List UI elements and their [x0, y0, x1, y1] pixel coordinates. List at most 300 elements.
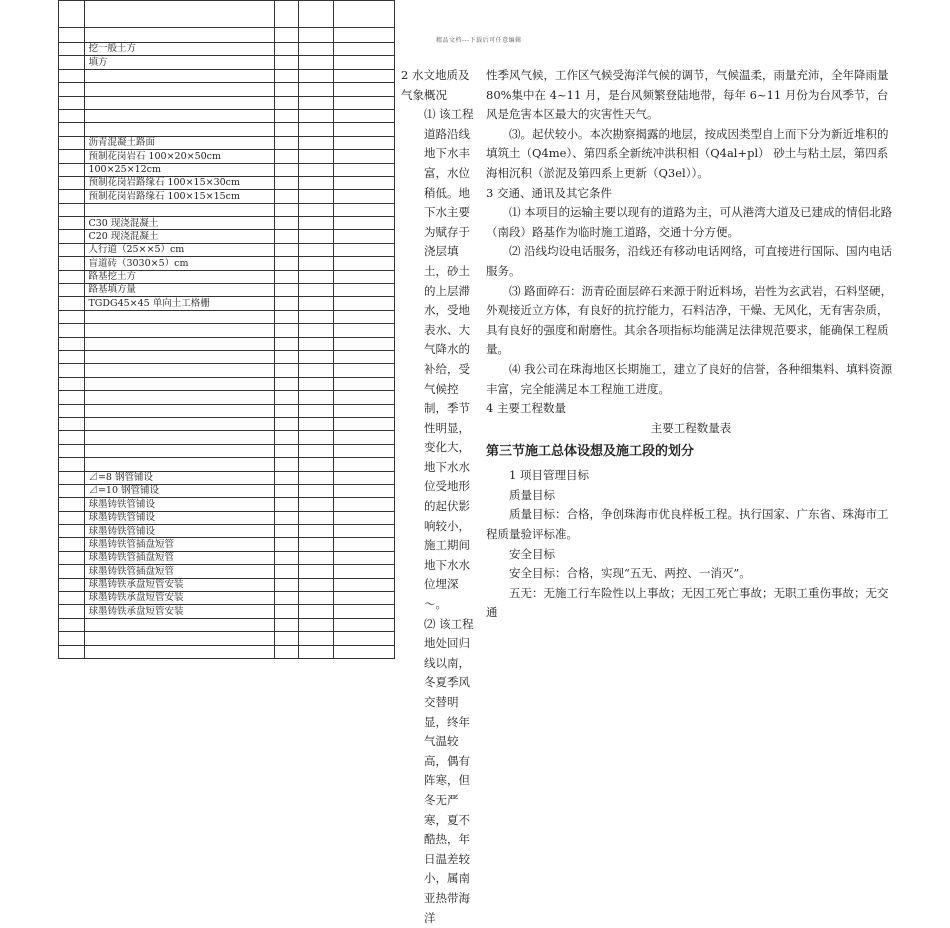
- table-row: [59, 404, 395, 417]
- table-row: [59, 525, 395, 538]
- table-cell: [299, 538, 334, 551]
- table-cell: [274, 417, 298, 430]
- quantity-heading: 4 主要工程数量: [486, 401, 566, 416]
- table-row: [59, 511, 395, 524]
- table-row: [59, 297, 395, 310]
- table-cell: [59, 565, 85, 578]
- table-cell: [274, 592, 298, 605]
- hydro-paragraph-1: ⑴ 该工程道路沿线地下水丰富，水位稍低。地下水主要为赋存于浇层填土，砂土的上层滞水，受地表水、大气降水的补给，受气候控制，季节性明显，变化大，地下水水位受地形的起伏影响较小，施工期间地下水水位埋深 ～。: [424, 107, 474, 612]
- table-cell: [334, 350, 395, 363]
- item-name-cell: [85, 444, 274, 457]
- table-cell: [299, 1, 334, 28]
- table-cell: [274, 431, 298, 444]
- table-cell: [59, 243, 85, 256]
- table-cell: [274, 270, 298, 283]
- table-cell: [299, 391, 334, 404]
- table-cell: [334, 391, 395, 404]
- table-cell: [299, 96, 334, 109]
- table-cell: [59, 350, 85, 363]
- table-row: [59, 109, 395, 122]
- management-goal-heading: 1 项目管理目标: [509, 468, 589, 483]
- table-row: [59, 618, 395, 631]
- table-cell: [274, 109, 298, 122]
- table-cell: [59, 163, 85, 176]
- table-cell: [334, 310, 395, 323]
- table-cell: [299, 417, 334, 430]
- table-row: [59, 551, 395, 564]
- table-cell: [274, 377, 298, 390]
- item-name-cell: 路基填方量: [85, 284, 274, 297]
- table-cell: [334, 257, 395, 270]
- table-cell: [334, 190, 395, 203]
- table-cell: [274, 484, 298, 497]
- table-cell: [274, 1, 298, 28]
- table-cell: [274, 458, 298, 471]
- table-cell: [299, 136, 334, 149]
- table-cell: [299, 270, 334, 283]
- table-cell: [59, 190, 85, 203]
- table-cell: [59, 525, 85, 538]
- table-cell: [274, 632, 298, 645]
- table-cell: [334, 284, 395, 297]
- table-cell: [334, 109, 395, 122]
- table-cell: [274, 605, 298, 618]
- table-cell: [59, 217, 85, 230]
- hydro-paragraph-2: ⑵ 该工程地处回归线以南，冬夏季风交替明显，终年气温较高，偶有阵寒，但冬无严寒，夏不酷热，年日温差较小，属南亚热带海洋: [424, 616, 474, 925]
- table-row: [59, 578, 395, 591]
- table-cell: [59, 364, 85, 377]
- traffic-item-1: ⑴ 本项目的运输主要以现有的道路为主，可从港湾大道及已建成的情侣北路（南段）路基作为临时施工道路，交通十分方便。: [486, 205, 893, 239]
- table-cell: [299, 43, 334, 56]
- table-cell: [59, 123, 85, 136]
- table-cell: [334, 96, 395, 109]
- table-cell: [274, 203, 298, 216]
- table-row: [59, 176, 395, 189]
- five-no-text: 五无：无施工行车险性以上事故；无因工死亡事故；无职工重伤事故；无交通: [486, 585, 889, 620]
- table-cell: [59, 538, 85, 551]
- table-cell: [59, 337, 85, 350]
- table-cell: [59, 618, 85, 631]
- table-cell: [334, 136, 395, 149]
- table-cell: [59, 458, 85, 471]
- table-cell: [274, 56, 298, 69]
- climate-paragraph: 性季风气候，工作区气候受海洋气候的调节，气候温柔，雨量充沛，全年降雨量 80%集中在 4~11 月，是台风频繁登陆地带，每年 6~11 月份为台风季节，台风是危害本区最大的灾害性天气。: [486, 68, 889, 122]
- table-cell: [274, 190, 298, 203]
- table-row: [59, 163, 395, 176]
- table-cell: [59, 310, 85, 323]
- table-row: [59, 69, 395, 82]
- table-cell: [274, 257, 298, 270]
- table-row: [59, 471, 395, 484]
- table-cell: [274, 176, 298, 189]
- section-title: 第三节施工总体设想及施工段的划分: [486, 444, 695, 460]
- hydro-heading: 2 水文地质及气象概况: [401, 68, 470, 102]
- table-cell: [59, 471, 85, 484]
- table-cell: [59, 28, 85, 43]
- item-name-cell: ⊿=10 钢管铺设: [85, 484, 274, 497]
- table-cell: [59, 377, 85, 390]
- table-cell: [274, 565, 298, 578]
- table-cell: [334, 163, 395, 176]
- table-cell: [59, 417, 85, 430]
- table-cell: [59, 324, 85, 337]
- table-cell: [274, 645, 298, 658]
- table-cell: [299, 632, 334, 645]
- table-cell: [299, 444, 334, 457]
- table-cell: [299, 83, 334, 96]
- table-cell: [59, 109, 85, 122]
- table-row: [59, 243, 395, 256]
- table-cell: [274, 297, 298, 310]
- item-name-cell: [85, 109, 274, 122]
- table-cell: [334, 83, 395, 96]
- item-name-cell: ⊿=8 钢管铺设: [85, 471, 274, 484]
- table-cell: [299, 498, 334, 511]
- table-cell: [334, 458, 395, 471]
- table-row: [59, 498, 395, 511]
- traffic-item-4: ⑷ 我公司在珠海地区长期施工，建立了良好的信誉，各种细集料、填料资源丰富，完全能满足本工程施工进度。: [486, 361, 893, 396]
- table-cell: [334, 150, 395, 163]
- table-cell: [299, 56, 334, 69]
- item-name-cell: [85, 69, 274, 82]
- table-cell: [299, 484, 334, 497]
- table-row: [59, 350, 395, 363]
- table-row: [59, 150, 395, 163]
- table-cell: [299, 525, 334, 538]
- table-cell: [59, 391, 85, 404]
- table-cell: [274, 83, 298, 96]
- traffic-heading: 3 交通、通讯及其它条件: [486, 185, 612, 200]
- watermark: 精品文档---下载后可任意编辑: [436, 37, 522, 44]
- table-cell: [334, 484, 395, 497]
- table-cell: [274, 136, 298, 149]
- table-cell: [334, 592, 395, 605]
- table-cell: [334, 203, 395, 216]
- table-cell: [334, 176, 395, 189]
- table-cell: [334, 43, 395, 56]
- table-row: [59, 310, 395, 323]
- table-cell: [59, 150, 85, 163]
- table-cell: [334, 498, 395, 511]
- item-name-cell: 球墨铸铁管插盘短管: [85, 551, 274, 564]
- table-cell: [59, 284, 85, 297]
- item-name-cell: [85, 618, 274, 631]
- table-row: [59, 96, 395, 109]
- table-cell: [274, 96, 298, 109]
- table-cell: [299, 176, 334, 189]
- table-cell: [299, 190, 334, 203]
- table-cell: [334, 632, 395, 645]
- table-cell: [334, 444, 395, 457]
- item-name-cell: [85, 1, 274, 28]
- table-cell: [299, 471, 334, 484]
- item-name-cell: [85, 458, 274, 471]
- table-cell: [274, 324, 298, 337]
- table-cell: [299, 350, 334, 363]
- safety-heading: 安全目标: [509, 546, 555, 561]
- table-cell: [274, 551, 298, 564]
- table-cell: [274, 578, 298, 591]
- table-row: [59, 257, 395, 270]
- item-name-cell: [85, 203, 274, 216]
- item-name-cell: [85, 377, 274, 390]
- table-row: [59, 391, 395, 404]
- table-cell: [334, 525, 395, 538]
- table-cell: [274, 28, 298, 43]
- table-cell: [334, 123, 395, 136]
- table-cell: [59, 83, 85, 96]
- table-cell: [59, 551, 85, 564]
- table-cell: [299, 150, 334, 163]
- item-name-cell: 球墨铸铁管插盘短管: [85, 565, 274, 578]
- table-cell: [59, 43, 85, 56]
- item-name-cell: 球墨铸铁承盘短管安装: [85, 578, 274, 591]
- table-cell: [299, 28, 334, 43]
- table-cell: [334, 28, 395, 43]
- table-row: [59, 565, 395, 578]
- table-cell: [59, 1, 85, 28]
- item-name-cell: 预制花岗岩石 100×20×50cm: [85, 150, 274, 163]
- table-cell: [59, 297, 85, 310]
- table-cell: [59, 484, 85, 497]
- table-row: [59, 230, 395, 243]
- table-row: [59, 484, 395, 497]
- strata-paragraph: ⑶。起伏较小。本次勘察揭露的地层，按成因类型自上而下分为新近堆积的填筑土（Q4me）、第四系全新统冲洪积相（Q4al+pl） 砂土与粘土层，第四系海相沉积（淤泥及第四系上更新（Q3el））。: [486, 126, 889, 180]
- item-name-cell: [85, 83, 274, 96]
- table-row: [59, 270, 395, 283]
- right-column: [486, 66, 896, 623]
- table-row: [59, 458, 395, 471]
- table-cell: [299, 431, 334, 444]
- table-row: [59, 284, 395, 297]
- item-name-cell: 球墨铸铁管铺设: [85, 511, 274, 524]
- item-name-cell: C20 现浇混凝土: [85, 230, 274, 243]
- table-cell: [299, 592, 334, 605]
- item-name-cell: [85, 28, 274, 43]
- table-cell: [59, 203, 85, 216]
- item-name-cell: [85, 337, 274, 350]
- table-cell: [274, 391, 298, 404]
- item-name-cell: [85, 632, 274, 645]
- table-cell: [59, 605, 85, 618]
- table-cell: [59, 632, 85, 645]
- table-row: [59, 324, 395, 337]
- item-name-cell: [85, 310, 274, 323]
- item-name-cell: [85, 431, 274, 444]
- table-cell: [334, 431, 395, 444]
- item-name-cell: 人行道（25××5）cm: [85, 243, 274, 256]
- table-cell: [334, 511, 395, 524]
- item-name-cell: [85, 404, 274, 417]
- table-cell: [59, 230, 85, 243]
- table-cell: [59, 578, 85, 591]
- item-name-cell: 盲道砖（3030×5）cm: [85, 257, 274, 270]
- table-cell: [299, 605, 334, 618]
- table-row: [59, 431, 395, 444]
- table-cell: [274, 444, 298, 457]
- table-cell: [59, 444, 85, 457]
- table-cell: [334, 551, 395, 564]
- table-cell: [334, 337, 395, 350]
- table-cell: [334, 56, 395, 69]
- table-cell: [299, 297, 334, 310]
- table-cell: [334, 417, 395, 430]
- item-name-cell: 球墨铸铁承盘短管安装: [85, 592, 274, 605]
- table-cell: [299, 284, 334, 297]
- item-name-cell: 预制花岗岩路缘石 100×15×30cm: [85, 176, 274, 189]
- item-name-cell: 100×25×12cm: [85, 163, 274, 176]
- table-row: [59, 592, 395, 605]
- middle-column: [401, 66, 477, 928]
- item-name-cell: 沥青混凝土路面: [85, 136, 274, 149]
- table-cell: [299, 458, 334, 471]
- table-cell: [334, 565, 395, 578]
- table-cell: [334, 618, 395, 631]
- quality-heading: 质量目标: [509, 487, 555, 502]
- table-cell: [334, 538, 395, 551]
- table-cell: [59, 431, 85, 444]
- table-cell: [299, 257, 334, 270]
- table-cell: [59, 176, 85, 189]
- table-cell: [274, 538, 298, 551]
- table-row: [59, 538, 395, 551]
- table-cell: [299, 217, 334, 230]
- table-cell: [274, 243, 298, 256]
- table-cell: [274, 498, 298, 511]
- item-name-cell: [85, 417, 274, 430]
- table-row: [59, 1, 395, 28]
- table-cell: [274, 230, 298, 243]
- table-cell: [59, 404, 85, 417]
- table-cell: [59, 592, 85, 605]
- table-cell: [274, 310, 298, 323]
- table-cell: [334, 364, 395, 377]
- table-cell: [334, 69, 395, 82]
- quantity-table: [58, 0, 395, 659]
- table-cell: [334, 217, 395, 230]
- table-cell: [299, 123, 334, 136]
- table-cell: [334, 324, 395, 337]
- table-row: [59, 364, 395, 377]
- table-cell: [334, 605, 395, 618]
- table-cell: [299, 243, 334, 256]
- table-cell: [334, 645, 395, 658]
- item-name-cell: C30 现浇混凝土: [85, 217, 274, 230]
- table-cell: [299, 163, 334, 176]
- table-cell: [299, 404, 334, 417]
- table-cell: [59, 96, 85, 109]
- item-name-cell: 预制花岗岩路缘石 100×15×15cm: [85, 190, 274, 203]
- quantity-table-title: 主要工程数量表: [650, 420, 732, 435]
- table-cell: [274, 69, 298, 82]
- quantity-table-body: [59, 1, 395, 659]
- quality-text: 质量目标：合格，争创珠海市优良样板工程。执行国家、广东省、珠海市工程质量验评标准。: [486, 507, 889, 542]
- item-name-cell: TGDG45×45 单向土工格栅: [85, 297, 274, 310]
- table-row: [59, 123, 395, 136]
- table-row: [59, 377, 395, 390]
- table-cell: [59, 270, 85, 283]
- table-row: [59, 217, 395, 230]
- item-name-cell: [85, 123, 274, 136]
- table-cell: [274, 404, 298, 417]
- item-name-cell: 路基挖土方: [85, 270, 274, 283]
- table-cell: [299, 551, 334, 564]
- item-name-cell: [85, 645, 274, 658]
- table-cell: [299, 324, 334, 337]
- table-cell: [59, 136, 85, 149]
- table-row: [59, 337, 395, 350]
- table-cell: [299, 578, 334, 591]
- table-cell: [299, 69, 334, 82]
- table-cell: [299, 203, 334, 216]
- table-row: [59, 632, 395, 645]
- table-cell: [334, 243, 395, 256]
- item-name-cell: [85, 364, 274, 377]
- table-row: [59, 417, 395, 430]
- table-cell: [299, 364, 334, 377]
- table-cell: [274, 43, 298, 56]
- table-cell: [299, 511, 334, 524]
- table-row: [59, 605, 395, 618]
- table-cell: [334, 578, 395, 591]
- table-row: [59, 56, 395, 69]
- traffic-item-2: ⑵ 沿线均设电话服务，沿线还有移动电话网络，可直接进行国际、国内电话服务。: [486, 244, 893, 278]
- table-cell: [334, 404, 395, 417]
- table-row: [59, 136, 395, 149]
- table-row: [59, 444, 395, 457]
- table-cell: [299, 645, 334, 658]
- table-cell: [274, 123, 298, 136]
- table-cell: [59, 69, 85, 82]
- table-cell: [299, 565, 334, 578]
- table-cell: [59, 511, 85, 524]
- table-cell: [59, 257, 85, 270]
- table-cell: [274, 471, 298, 484]
- table-row: [59, 203, 395, 216]
- table-cell: [334, 377, 395, 390]
- table-row: [59, 645, 395, 658]
- traffic-item-3: ⑶ 路面碎石：沥青砼面层碎石来源于附近料场，岩性为玄武岩，石料坚硬，外观接近立方体，有良好的抗拧能力，石料洁净，干燥、无风化，无有害杂质，具有良好的强度和耐磨性。其余各项指标均能满足法律规范要求，能确保工程质量。: [486, 283, 893, 357]
- item-name-cell: 球墨铸铁管铺设: [85, 498, 274, 511]
- table-cell: [299, 230, 334, 243]
- table-cell: [334, 471, 395, 484]
- table-cell: [59, 56, 85, 69]
- table-row: [59, 83, 395, 96]
- table-cell: [274, 337, 298, 350]
- table-row: [59, 43, 395, 56]
- table-row: [59, 28, 395, 43]
- table-cell: [274, 284, 298, 297]
- table-cell: [274, 217, 298, 230]
- item-name-cell: [85, 350, 274, 363]
- table-cell: [59, 498, 85, 511]
- table-cell: [334, 297, 395, 310]
- table-cell: [274, 618, 298, 631]
- table-cell: [299, 310, 334, 323]
- item-name-cell: 填方: [85, 56, 274, 69]
- table-cell: [299, 618, 334, 631]
- item-name-cell: [85, 324, 274, 337]
- table-cell: [274, 364, 298, 377]
- table-cell: [274, 350, 298, 363]
- item-name-cell: [85, 96, 274, 109]
- table-cell: [334, 230, 395, 243]
- item-name-cell: 球墨铸铁管铺设: [85, 525, 274, 538]
- table-row: [59, 190, 395, 203]
- table-cell: [299, 337, 334, 350]
- item-name-cell: [85, 391, 274, 404]
- safety-text: 安全目标：合格，实现“五无、两控、一消灭”。: [509, 566, 751, 581]
